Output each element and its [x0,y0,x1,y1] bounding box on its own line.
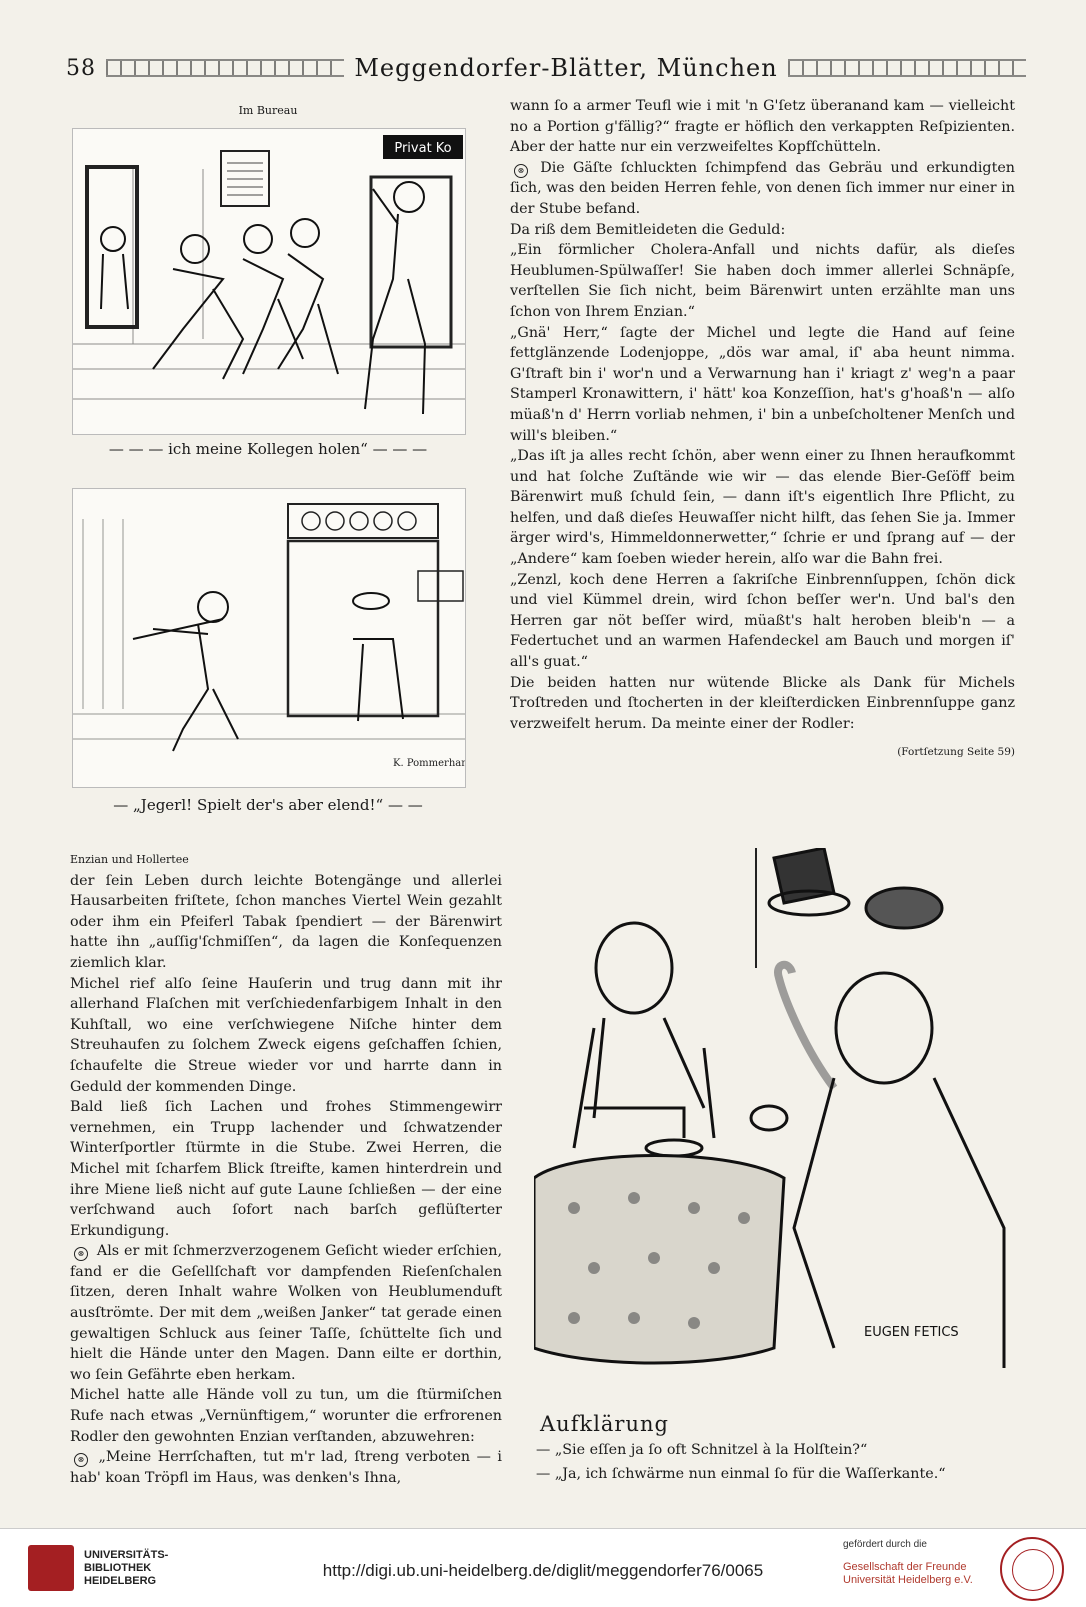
sponsor-name: Gesellschaft der Freunde Universität Heidelberg e.V. [843,1561,973,1586]
sponsor-label: gefördert durch die [843,1539,927,1550]
illustration1-caption: — — — ich meine Kollegen holen“ — — — [108,440,428,458]
page-number: 58 [66,56,96,81]
illustration2-signature: K. Pommerhanz [393,758,465,769]
cartoon-title: Aufklärung [540,1412,669,1436]
left-paragraph: der ſein Leben durch leichte Botengänge und allerlei Hausarbeiten friſtete, ſchon manches Viertel Wein gezahlt oder ihm ein Pfeiferl Tabak ſpendiert — der Bärenwirt hatte ihn „auſſig'ſchmiſſen“, da lagen die Konſequenzen ziemlich klar. [70,872,502,971]
continuation-note: (Fortſetzung Seite 59) [897,746,1015,759]
header-ornament-right [788,59,1026,77]
illustration1-title: Im Bureau [238,104,298,117]
header-ornament-left [106,59,344,77]
right-paragraph: „Zenzl, koch dene Herren a ſakriſche Einbrennſuppen, ſchön dick und viel Kümmel drein, wird ſchon beſſer wer'n. Und bal's den Herren gar nöt beſſer wird, müaßt's halt heroben bleib'n — a Federtuchet und an warmen Hafendeckel am Bauch und morgen iſ' all's guat.“ [510,571,1015,671]
left-paragraph: ⊗ „Meine Herrſchaften, tut m'r lad, ſtreng verboten — i hab' koan Tröpfl im Haus, was denken's Ihna, [70,1449,502,1486]
left-paragraph: Michel rief alſo ſeine Hauſerin und trug dann mit ihr allerhand Flaſchen mit verſchiedenfarbigem Inhalt in den Kuhſtall, wo eine verſchwiegene Niſche hinter dem Streuhaufen zu ſolchem Zweck eigens geſchaffen ſchien, ſchaufelte die Streue wieder vor und harrte dann in Geduld der kommenden Dinge. [70,975,502,1095]
right-paragraph: ⊗ Die Gäſte ſchluckten ſchimpfend das Gebräu und erkundigten ſich, was den beiden Herren fehle, von denen ſich immer nur einer in der Stube befand. [510,159,1015,217]
office-scene-illustration [72,128,466,435]
aufklaerung-cartoon [534,848,1021,1382]
library-name: UNIVERSITÄTS- BIBLIOTHEK HEIDELBERG [84,1549,169,1587]
left-paragraph: Michel hatte alle Hände voll zu tun, um die ſtürmiſchen Rufe nach etwas „Vernünftigem,“ worunter die erfrorenen Rodler den gewohnten Enzian verſtanden, abzuwehren: [70,1387,502,1445]
paragraph-mark-icon: ⊗ [74,1247,88,1261]
office-scene-drawing [73,129,465,434]
digitization-url[interactable]: http://digi.ub.uni-heidelberg.de/diglit/meggendorfer76/0065 [322,1561,764,1580]
door-sign: Privat Ko [394,141,452,156]
illustration2-caption: — „Jegerl! Spielt der's aber elend!“ — — [113,796,423,814]
right-paragraph: Die beiden hatten nur wütende Blicke als Dank für Michels Troſtreden und ſtocherten in der kleiſterdicken Einbrennſuppe ganz verzweifelt herum. Da meinte einer der Rodler: [510,674,1015,732]
right-text-column [510,96,1015,763]
paragraph-mark-icon: ⊗ [74,1453,88,1467]
footer-bar [0,1528,1086,1607]
page-header [66,52,1026,84]
left-paragraph: ⊗ Als er mit ſchmerzverzogenem Geſicht wieder erſchien, fand er die Geſellſchaft vor dampfenden Rieſenſchalen ſitzen, deren Inhalt wahre Wolken von Heublumenduft ausſtrömte. Der mit dem „weißen Janker“ tat gerade einen gewaltigen Schluck aus ſeiner Taſſe, ſchüttelte ſich und hielt die Hände unter den Magen. Dann eilte er dorthin, wo ſein Gefährte eben herkam. [70,1243,502,1383]
right-paragraph: wann ſo a armer Teufl wie i mit 'n G'ſetz überanand kam — vielleicht no a Portion g'fällig?“ fragte er höflich den verkappten Reſpizienten. Aber der hatte nur ein verzweifeltes Kopfſchütteln. [510,98,1015,156]
right-paragraph: „Gnä' Herr,“ ſagte der Michel und legte die Hand auf ſeine fettglänzende Lodenjoppe, „dös war amal, iſ' aba heunt nimma. G'ſtraft bin i' wor'n und a Verwarnung han i' kriagt z' weg'n a paar Stamperl Kronawittern, i' hätt' koa Konzeſſion, hat's g'hoaß'n — alſo müaß'n d' Herrn vorliab nehmen, i' bin a unbeſcholtener Menſch und will's bleiben.“ [510,324,1015,444]
story-heading: Enzian und Hollertee [70,853,189,866]
right-paragraph: Da riß dem Bemitleideten die Geduld: [510,221,786,238]
cartoon-dialog-line: — „Ja, ich ſchwärme nun einmal ſo für die Waſſerkante.“ [536,1466,946,1482]
cartoon-drawing [534,848,1021,1382]
left-paragraph: Bald ließ ſich Lachen und frohes Stimmengewirr vernehmen, ein Trupp lachender und ſchwatzender Winterſportler ſtürmte in die Stube. Zwei Herren, die Michel mit ſcharfem Blick ſtreifte, kamen hinterdrein und ihre Miene ließ nicht auf gute Laune ſchließen — der eine verſchwand auch ſofort nach barſch geflüſterter Erkundigung. [70,1099,502,1239]
university-seal-icon [1000,1537,1064,1601]
page-title: Meggendorfer-Blätter, München [354,54,778,82]
left-text-column [70,850,502,1488]
violin-scene-drawing [73,489,465,787]
cartoon-dialog-line: — „Sie eſſen ja ſo oft Schnitzel à la Holſtein?“ [536,1442,868,1458]
cartoon-signature: EUGEN FETICS [864,1325,959,1340]
right-paragraph: „Das iſt ja alles recht ſchön, aber wenn einer zu Ihnen heraufkommt und hat ſolche Zuſtände wie wir — das elende Bier-Geſöff beim Bärenwirt muß ſchuld ſein, — dann iſt's eigentlich Ihre Pflicht, zu helfen, und daß dieſes Heuwaſſer nicht hilft, das ſehen Sie ja. Immer ärger wird's, Himmeldonnerwetter,“ ſchrie er und ſprang auf — der „Andere“ kam ſoeben wieder herein, alſo war die Bahn frei. [510,448,1015,568]
right-paragraph: „Ein förmlicher Cholera-Anfall und nichts dafür, als dieſes Heublumen-Spülwaſſer! Sie haben doch immer allerlei Schnäpſe, verſtellen Sie ſich nicht, beim Bärenwirt unten erzählte man uns ſchon von Ihrem Enzian.“ [510,242,1015,320]
paragraph-mark-icon: ⊗ [514,164,528,178]
violin-scene-illustration [72,488,466,788]
